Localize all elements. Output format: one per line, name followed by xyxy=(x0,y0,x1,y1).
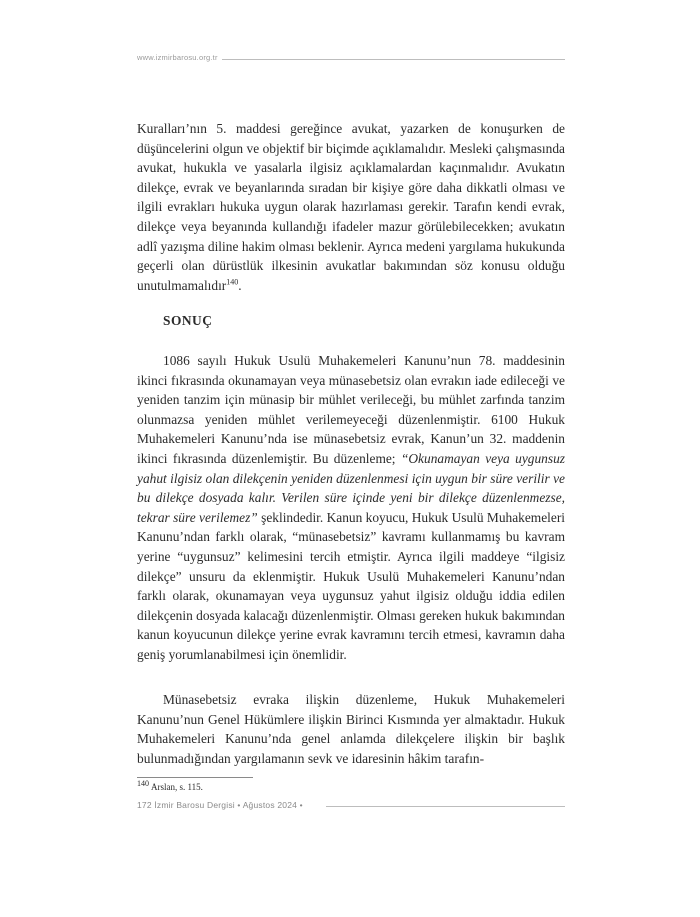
paragraph-3: Münasebetsiz evraka ilişkin düzenleme, Hukuk Muhakemeleri Kanunu’nun Genel Hükümlere ilişkin Birinci Kısmında yer almaktadır. Hukuk Muhakemeleri Kanunu’nda genel anlamda dilekçelere ilişkin bir başlık bulunmadığından yargılamanın sevk ve idaresinin hâkim tarafın- xyxy=(137,692,565,766)
footnote xyxy=(137,779,203,792)
footnote-divider xyxy=(137,777,253,778)
paragraph-2-text-b: şeklindedir. Kanun koyucu, Hukuk Usulü Muhakemeleri Kanunu’ndan farklı olarak, “münasebetsiz” kavramı kullanmamış bu kavram yerine “uygunsuz” kelimesini tercih etmiştir. Ayrıca ilgili maddeye “ilgisiz dilekçe” unsuru da eklenmiştir. Hukuk Usulü Muhakemeleri Kanunu’ndan farklı olarak, okunamayan veya uygunsuz yahut ilgisiz olduğu iddia edilen dilekçenin dosyada kalacağı düzenlenmiştir. Olması gereken hukuk bakımından kanun koyucunun dilekçe yerine evrak kavramını tercih etmesi, kavramın daha geniş yorumlanabilmesi için önemlidir. xyxy=(137,509,565,662)
header-divider xyxy=(222,59,565,60)
paragraph-2-text-a: 1086 sayılı Hukuk Usulü Muhakemeleri Kanunu’nun 78. maddesinin ikinci fıkrasında okunamayan veya münasebetsiz olan evrakın iade edileceği ve yeniden tanzim için münasip bir mühlet verileceği, bu mühlet zarfında tanzim olunmazsa yeniden mühlet verilemeyeceği düzenlenmiştir. 6100 Hukuk Muhakemeleri Kanunu’nda ise münasebetsiz evrak, Kanun’un 32. maddenin ikinci fıkrasında düzenlemiştir. Bu düzenleme; xyxy=(137,353,565,466)
footer-divider xyxy=(326,806,565,807)
footnote-text: Arslan, s. 115. xyxy=(151,782,203,792)
paragraph-1 xyxy=(137,119,565,295)
footnote-ref[interactable]: 140 xyxy=(226,277,239,287)
header-url: www.izmirbarosu.org.tr xyxy=(137,53,218,62)
page-footer: 172 İzmir Barosu Dergisi • Ağustos 2024 • xyxy=(137,800,303,810)
section-heading: SONUÇ xyxy=(163,313,213,328)
paragraph-2 xyxy=(137,351,565,665)
footnote-number: 140 xyxy=(137,779,149,788)
paragraph-2-quote: “Okunamayan veya uygunsuz yahut ilgisiz olan dilekçenin yeniden düzenlenmesi için uygun bir süre verilir ve bu dilekçe dosyada kalır. Verilen süre içinde yeni bir dilekçe düzenlenmezse, tekrar süre verilemez” xyxy=(137,450,565,525)
paragraph-1-end: . xyxy=(238,277,242,293)
paragraph-1-text: Kuralları’nın 5. maddesi gereğince avukat, yazarken de konuşurken de düşüncelerini olgun ve objektif bir biçimde açıklamalıdır. Mesleki çalışmasında avukat, hukukla ve yasalarla ilgisiz açıklamalardan kaçınmalıdır. Avukatın dilekçe, evrak ve beyanlarında sıradan bir kişiye göre daha dikkatli olması ve ilgili evrakları hukuka uygun olarak hazırlaması gerekir. Tarafın kendi evrak, dilekçe veya beyanında kullandığı ifadeler mazur görülebilecekken; avukatın adlî yazışma diline hakim olması beklenir. Ayrıca medeni yargılama hukukunda geçerli olan dürüstlük ilkesinin avukatlar bakımından söz konusu olduğu unutulmamalıdır xyxy=(137,121,565,293)
